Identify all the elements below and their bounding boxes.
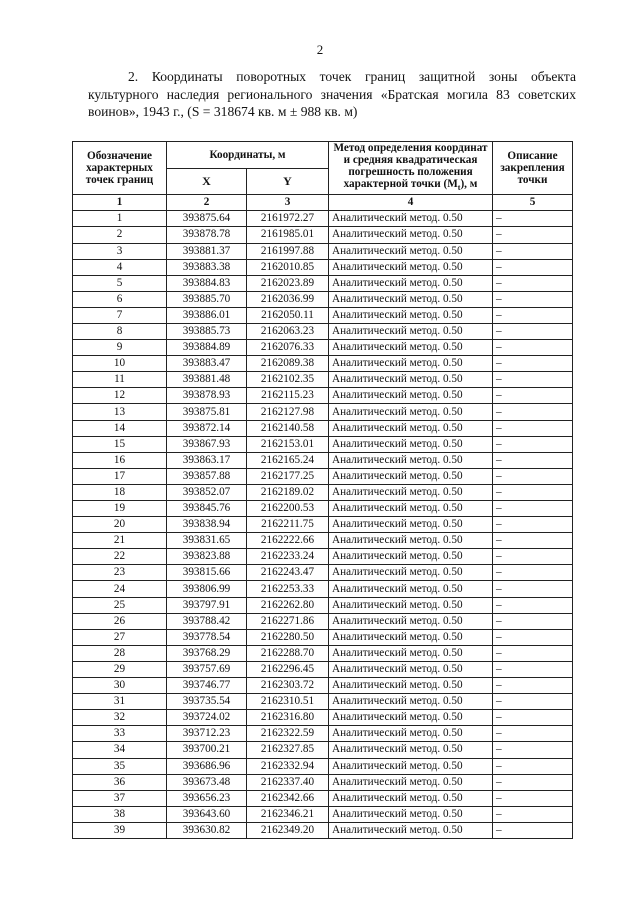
x-coordinate-cell: 393881.37 [167, 243, 247, 259]
description-cell: – [493, 694, 573, 710]
table-row [73, 291, 573, 307]
description-cell: – [493, 533, 573, 549]
x-coordinate-cell: 393630.82 [167, 822, 247, 838]
description-cell: – [493, 372, 573, 388]
y-coordinate-cell: 2162342.66 [247, 790, 329, 806]
y-coordinate-cell: 2162322.59 [247, 726, 329, 742]
table-row [73, 275, 573, 291]
description-cell: – [493, 259, 573, 275]
x-coordinate-cell: 393746.77 [167, 678, 247, 694]
column-number: 4 [329, 195, 493, 211]
header-coordinates: Координаты, м [167, 142, 329, 169]
table-row [73, 822, 573, 838]
description-cell: – [493, 275, 573, 291]
table-body [73, 211, 573, 839]
method-cell: Аналитический метод. 0.50 [329, 275, 493, 291]
description-cell: – [493, 806, 573, 822]
description-cell: – [493, 356, 573, 372]
description-cell: – [493, 291, 573, 307]
description-cell: – [493, 307, 573, 323]
point-number-cell: 36 [73, 774, 167, 790]
description-cell: – [493, 420, 573, 436]
header-designation: Обозначение характерных точек границ [73, 142, 167, 195]
description-cell: – [493, 742, 573, 758]
x-coordinate-cell: 393778.54 [167, 629, 247, 645]
x-coordinate-cell: 393806.99 [167, 581, 247, 597]
point-number-cell: 5 [73, 275, 167, 291]
method-cell: Аналитический метод. 0.50 [329, 484, 493, 500]
y-coordinate-cell: 2162165.24 [247, 452, 329, 468]
table-row [73, 517, 573, 533]
table-row [73, 259, 573, 275]
description-cell: – [493, 774, 573, 790]
y-coordinate-cell: 2161997.88 [247, 243, 329, 259]
table-row [73, 323, 573, 339]
point-number-cell: 20 [73, 517, 167, 533]
y-coordinate-cell: 2162153.01 [247, 436, 329, 452]
y-coordinate-cell: 2162332.94 [247, 758, 329, 774]
description-cell: – [493, 710, 573, 726]
point-number-cell: 11 [73, 372, 167, 388]
table-row [73, 806, 573, 822]
description-cell: – [493, 227, 573, 243]
x-coordinate-cell: 393643.60 [167, 806, 247, 822]
point-number-cell: 35 [73, 758, 167, 774]
description-cell: – [493, 565, 573, 581]
x-coordinate-cell: 393883.47 [167, 356, 247, 372]
y-coordinate-cell: 2162346.21 [247, 806, 329, 822]
method-cell: Аналитический метод. 0.50 [329, 822, 493, 838]
point-number-cell: 23 [73, 565, 167, 581]
x-coordinate-cell: 393875.64 [167, 211, 247, 227]
table-row [73, 356, 573, 372]
method-cell: Аналитический метод. 0.50 [329, 549, 493, 565]
x-coordinate-cell: 393872.14 [167, 420, 247, 436]
x-coordinate-cell: 393878.93 [167, 388, 247, 404]
x-coordinate-cell: 393885.70 [167, 291, 247, 307]
x-coordinate-cell: 393686.96 [167, 758, 247, 774]
y-coordinate-cell: 2162233.24 [247, 549, 329, 565]
x-coordinate-cell: 393885.73 [167, 323, 247, 339]
table-row [73, 613, 573, 629]
table-row [73, 742, 573, 758]
column-number: 3 [247, 195, 329, 211]
y-coordinate-cell: 2162189.02 [247, 484, 329, 500]
x-coordinate-cell: 393884.83 [167, 275, 247, 291]
point-number-cell: 4 [73, 259, 167, 275]
point-number-cell: 18 [73, 484, 167, 500]
method-cell: Аналитический метод. 0.50 [329, 340, 493, 356]
point-number-cell: 7 [73, 307, 167, 323]
method-cell: Аналитический метод. 0.50 [329, 243, 493, 259]
point-number-cell: 1 [73, 211, 167, 227]
method-cell: Аналитический метод. 0.50 [329, 694, 493, 710]
point-number-cell: 37 [73, 790, 167, 806]
method-cell: Аналитический метод. 0.50 [329, 645, 493, 661]
x-coordinate-cell: 393724.02 [167, 710, 247, 726]
description-cell: – [493, 549, 573, 565]
description-cell: – [493, 517, 573, 533]
method-cell: Аналитический метод. 0.50 [329, 742, 493, 758]
y-coordinate-cell: 2162337.40 [247, 774, 329, 790]
table-row [73, 404, 573, 420]
description-cell: – [493, 501, 573, 517]
x-coordinate-cell: 393878.78 [167, 227, 247, 243]
point-number-cell: 24 [73, 581, 167, 597]
table-row [73, 710, 573, 726]
y-coordinate-cell: 2162222.66 [247, 533, 329, 549]
x-coordinate-cell: 393881.48 [167, 372, 247, 388]
header-description: Описание закрепления точки [493, 142, 573, 195]
table-row [73, 694, 573, 710]
y-coordinate-cell: 2162211.75 [247, 517, 329, 533]
y-coordinate-cell: 2162089.38 [247, 356, 329, 372]
table-row [73, 484, 573, 500]
y-coordinate-cell: 2162063.23 [247, 323, 329, 339]
coordinates-table [72, 141, 573, 839]
table-row [73, 549, 573, 565]
y-coordinate-cell: 2162327.85 [247, 742, 329, 758]
table-row [73, 501, 573, 517]
description-cell: – [493, 323, 573, 339]
method-cell: Аналитический метод. 0.50 [329, 291, 493, 307]
table-row [73, 645, 573, 661]
table-row [73, 597, 573, 613]
table-row [73, 340, 573, 356]
method-cell: Аналитический метод. 0.50 [329, 565, 493, 581]
description-cell: – [493, 790, 573, 806]
method-cell: Аналитический метод. 0.50 [329, 323, 493, 339]
description-cell: – [493, 211, 573, 227]
point-number-cell: 9 [73, 340, 167, 356]
table-row [73, 758, 573, 774]
point-number-cell: 39 [73, 822, 167, 838]
y-coordinate-cell: 2162010.85 [247, 259, 329, 275]
method-cell: Аналитический метод. 0.50 [329, 388, 493, 404]
description-cell: – [493, 678, 573, 694]
point-number-cell: 13 [73, 404, 167, 420]
header-method: Метод определения координат и средняя квадратическая погрешность положения характерной точки $(M_t)$, м [329, 142, 493, 195]
x-coordinate-cell: 393656.23 [167, 790, 247, 806]
x-coordinate-cell: 393788.42 [167, 613, 247, 629]
x-coordinate-cell: 393831.65 [167, 533, 247, 549]
x-coordinate-cell: 393884.89 [167, 340, 247, 356]
y-coordinate-cell: 2162177.25 [247, 468, 329, 484]
point-number-cell: 33 [73, 726, 167, 742]
description-cell: – [493, 629, 573, 645]
column-number-row [73, 195, 573, 211]
table-row [73, 420, 573, 436]
point-number-cell: 8 [73, 323, 167, 339]
y-coordinate-cell: 2162310.51 [247, 694, 329, 710]
x-coordinate-cell: 393712.23 [167, 726, 247, 742]
table-row [73, 629, 573, 645]
point-number-cell: 32 [73, 710, 167, 726]
header-y: Y [247, 168, 329, 195]
y-coordinate-cell: 2162023.89 [247, 275, 329, 291]
point-number-cell: 6 [73, 291, 167, 307]
column-number: 2 [167, 195, 247, 211]
description-cell: – [493, 484, 573, 500]
method-cell: Аналитический метод. 0.50 [329, 710, 493, 726]
column-number: 1 [73, 195, 167, 211]
table-row [73, 790, 573, 806]
y-coordinate-cell: 2161985.01 [247, 227, 329, 243]
point-number-cell: 10 [73, 356, 167, 372]
y-coordinate-cell: 2162271.86 [247, 613, 329, 629]
method-cell: Аналитический метод. 0.50 [329, 613, 493, 629]
table-row [73, 436, 573, 452]
point-number-cell: 16 [73, 452, 167, 468]
table-row [73, 211, 573, 227]
table-row [73, 565, 573, 581]
description-cell: – [493, 404, 573, 420]
description-cell: – [493, 388, 573, 404]
y-coordinate-cell: 2162200.53 [247, 501, 329, 517]
y-coordinate-cell: 2162303.72 [247, 678, 329, 694]
y-coordinate-cell: 2162296.45 [247, 661, 329, 677]
method-cell: Аналитический метод. 0.50 [329, 629, 493, 645]
y-coordinate-cell: 2162102.35 [247, 372, 329, 388]
table-row [73, 452, 573, 468]
description-cell: – [493, 243, 573, 259]
description-cell: – [493, 452, 573, 468]
x-coordinate-cell: 393815.66 [167, 565, 247, 581]
table-row [73, 533, 573, 549]
method-cell: Аналитический метод. 0.50 [329, 420, 493, 436]
x-coordinate-cell: 393673.48 [167, 774, 247, 790]
x-coordinate-cell: 393883.38 [167, 259, 247, 275]
x-coordinate-cell: 393845.76 [167, 501, 247, 517]
point-number-cell: 19 [73, 501, 167, 517]
method-cell: Аналитический метод. 0.50 [329, 533, 493, 549]
page-number: 2 [316, 42, 324, 57]
method-cell: Аналитический метод. 0.50 [329, 259, 493, 275]
y-coordinate-cell: 2162243.47 [247, 565, 329, 581]
method-cell: Аналитический метод. 0.50 [329, 517, 493, 533]
description-cell: – [493, 613, 573, 629]
x-coordinate-cell: 393735.54 [167, 694, 247, 710]
method-cell: Аналитический метод. 0.50 [329, 661, 493, 677]
table-row [73, 388, 573, 404]
y-coordinate-cell: 2161972.27 [247, 211, 329, 227]
y-coordinate-cell: 2162288.70 [247, 645, 329, 661]
x-coordinate-cell: 393857.88 [167, 468, 247, 484]
point-number-cell: 26 [73, 613, 167, 629]
x-coordinate-cell: 393886.01 [167, 307, 247, 323]
x-coordinate-cell: 393757.69 [167, 661, 247, 677]
method-cell: Аналитический метод. 0.50 [329, 726, 493, 742]
x-coordinate-cell: 393700.21 [167, 742, 247, 758]
point-number-cell: 3 [73, 243, 167, 259]
description-cell: – [493, 597, 573, 613]
description-cell: – [493, 468, 573, 484]
table-row [73, 468, 573, 484]
method-cell: Аналитический метод. 0.50 [329, 356, 493, 372]
x-coordinate-cell: 393823.88 [167, 549, 247, 565]
x-coordinate-cell: 393838.94 [167, 517, 247, 533]
point-number-cell: 27 [73, 629, 167, 645]
column-number: 5 [493, 195, 573, 211]
x-coordinate-cell: 393875.81 [167, 404, 247, 420]
point-number-cell: 21 [73, 533, 167, 549]
method-cell: Аналитический метод. 0.50 [329, 404, 493, 420]
description-cell: – [493, 645, 573, 661]
point-number-cell: 31 [73, 694, 167, 710]
y-coordinate-cell: 2162253.33 [247, 581, 329, 597]
table-row [73, 661, 573, 677]
method-cell: Аналитический метод. 0.50 [329, 227, 493, 243]
y-coordinate-cell: 2162050.11 [247, 307, 329, 323]
table-row [73, 372, 573, 388]
method-cell: Аналитический метод. 0.50 [329, 597, 493, 613]
y-coordinate-cell: 2162262.80 [247, 597, 329, 613]
y-coordinate-cell: 2162140.58 [247, 420, 329, 436]
description-cell: – [493, 436, 573, 452]
table-row [73, 678, 573, 694]
y-coordinate-cell: 2162036.99 [247, 291, 329, 307]
table-row [73, 243, 573, 259]
table-row [73, 227, 573, 243]
point-number-cell: 34 [73, 742, 167, 758]
y-coordinate-cell: 2162127.98 [247, 404, 329, 420]
point-number-cell: 2 [73, 227, 167, 243]
x-coordinate-cell: 393768.29 [167, 645, 247, 661]
x-coordinate-cell: 393867.93 [167, 436, 247, 452]
point-number-cell: 28 [73, 645, 167, 661]
table-row [73, 726, 573, 742]
method-cell: Аналитический метод. 0.50 [329, 452, 493, 468]
point-number-cell: 38 [73, 806, 167, 822]
point-number-cell: 15 [73, 436, 167, 452]
method-cell: Аналитический метод. 0.50 [329, 307, 493, 323]
method-cell: Аналитический метод. 0.50 [329, 468, 493, 484]
method-cell: Аналитический метод. 0.50 [329, 581, 493, 597]
header-x: X [167, 168, 247, 195]
y-coordinate-cell: 2162076.33 [247, 340, 329, 356]
point-number-cell: 25 [73, 597, 167, 613]
method-cell: Аналитический метод. 0.50 [329, 806, 493, 822]
method-cell: Аналитический метод. 0.50 [329, 436, 493, 452]
y-coordinate-cell: 2162316.80 [247, 710, 329, 726]
method-cell: Аналитический метод. 0.50 [329, 501, 493, 517]
y-coordinate-cell: 2162349.20 [247, 822, 329, 838]
description-cell: – [493, 726, 573, 742]
method-cell: Аналитический метод. 0.50 [329, 372, 493, 388]
description-cell: – [493, 758, 573, 774]
x-coordinate-cell: 393852.07 [167, 484, 247, 500]
description-cell: – [493, 661, 573, 677]
section-heading: 2. Координаты поворотных точек границ защитной зоны объекта культурного наследия регионального значения «Братская могила 83 советских воинов», 1943 г., (S = 318674 кв. м ± 988 кв. м) [88, 69, 576, 119]
method-cell: Аналитический метод. 0.50 [329, 211, 493, 227]
description-cell: – [493, 822, 573, 838]
x-coordinate-cell: 393863.17 [167, 452, 247, 468]
point-number-cell: 29 [73, 661, 167, 677]
method-cell: Аналитический метод. 0.50 [329, 774, 493, 790]
method-cell: Аналитический метод. 0.50 [329, 678, 493, 694]
description-cell: – [493, 581, 573, 597]
description-cell: – [493, 340, 573, 356]
method-cell: Аналитический метод. 0.50 [329, 758, 493, 774]
point-number-cell: 30 [73, 678, 167, 694]
y-coordinate-cell: 2162115.23 [247, 388, 329, 404]
table-row [73, 581, 573, 597]
point-number-cell: 12 [73, 388, 167, 404]
table-row [73, 774, 573, 790]
y-coordinate-cell: 2162280.50 [247, 629, 329, 645]
method-cell: Аналитический метод. 0.50 [329, 790, 493, 806]
point-number-cell: 22 [73, 549, 167, 565]
table-row [73, 307, 573, 323]
x-coordinate-cell: 393797.91 [167, 597, 247, 613]
point-number-cell: 14 [73, 420, 167, 436]
point-number-cell: 17 [73, 468, 167, 484]
